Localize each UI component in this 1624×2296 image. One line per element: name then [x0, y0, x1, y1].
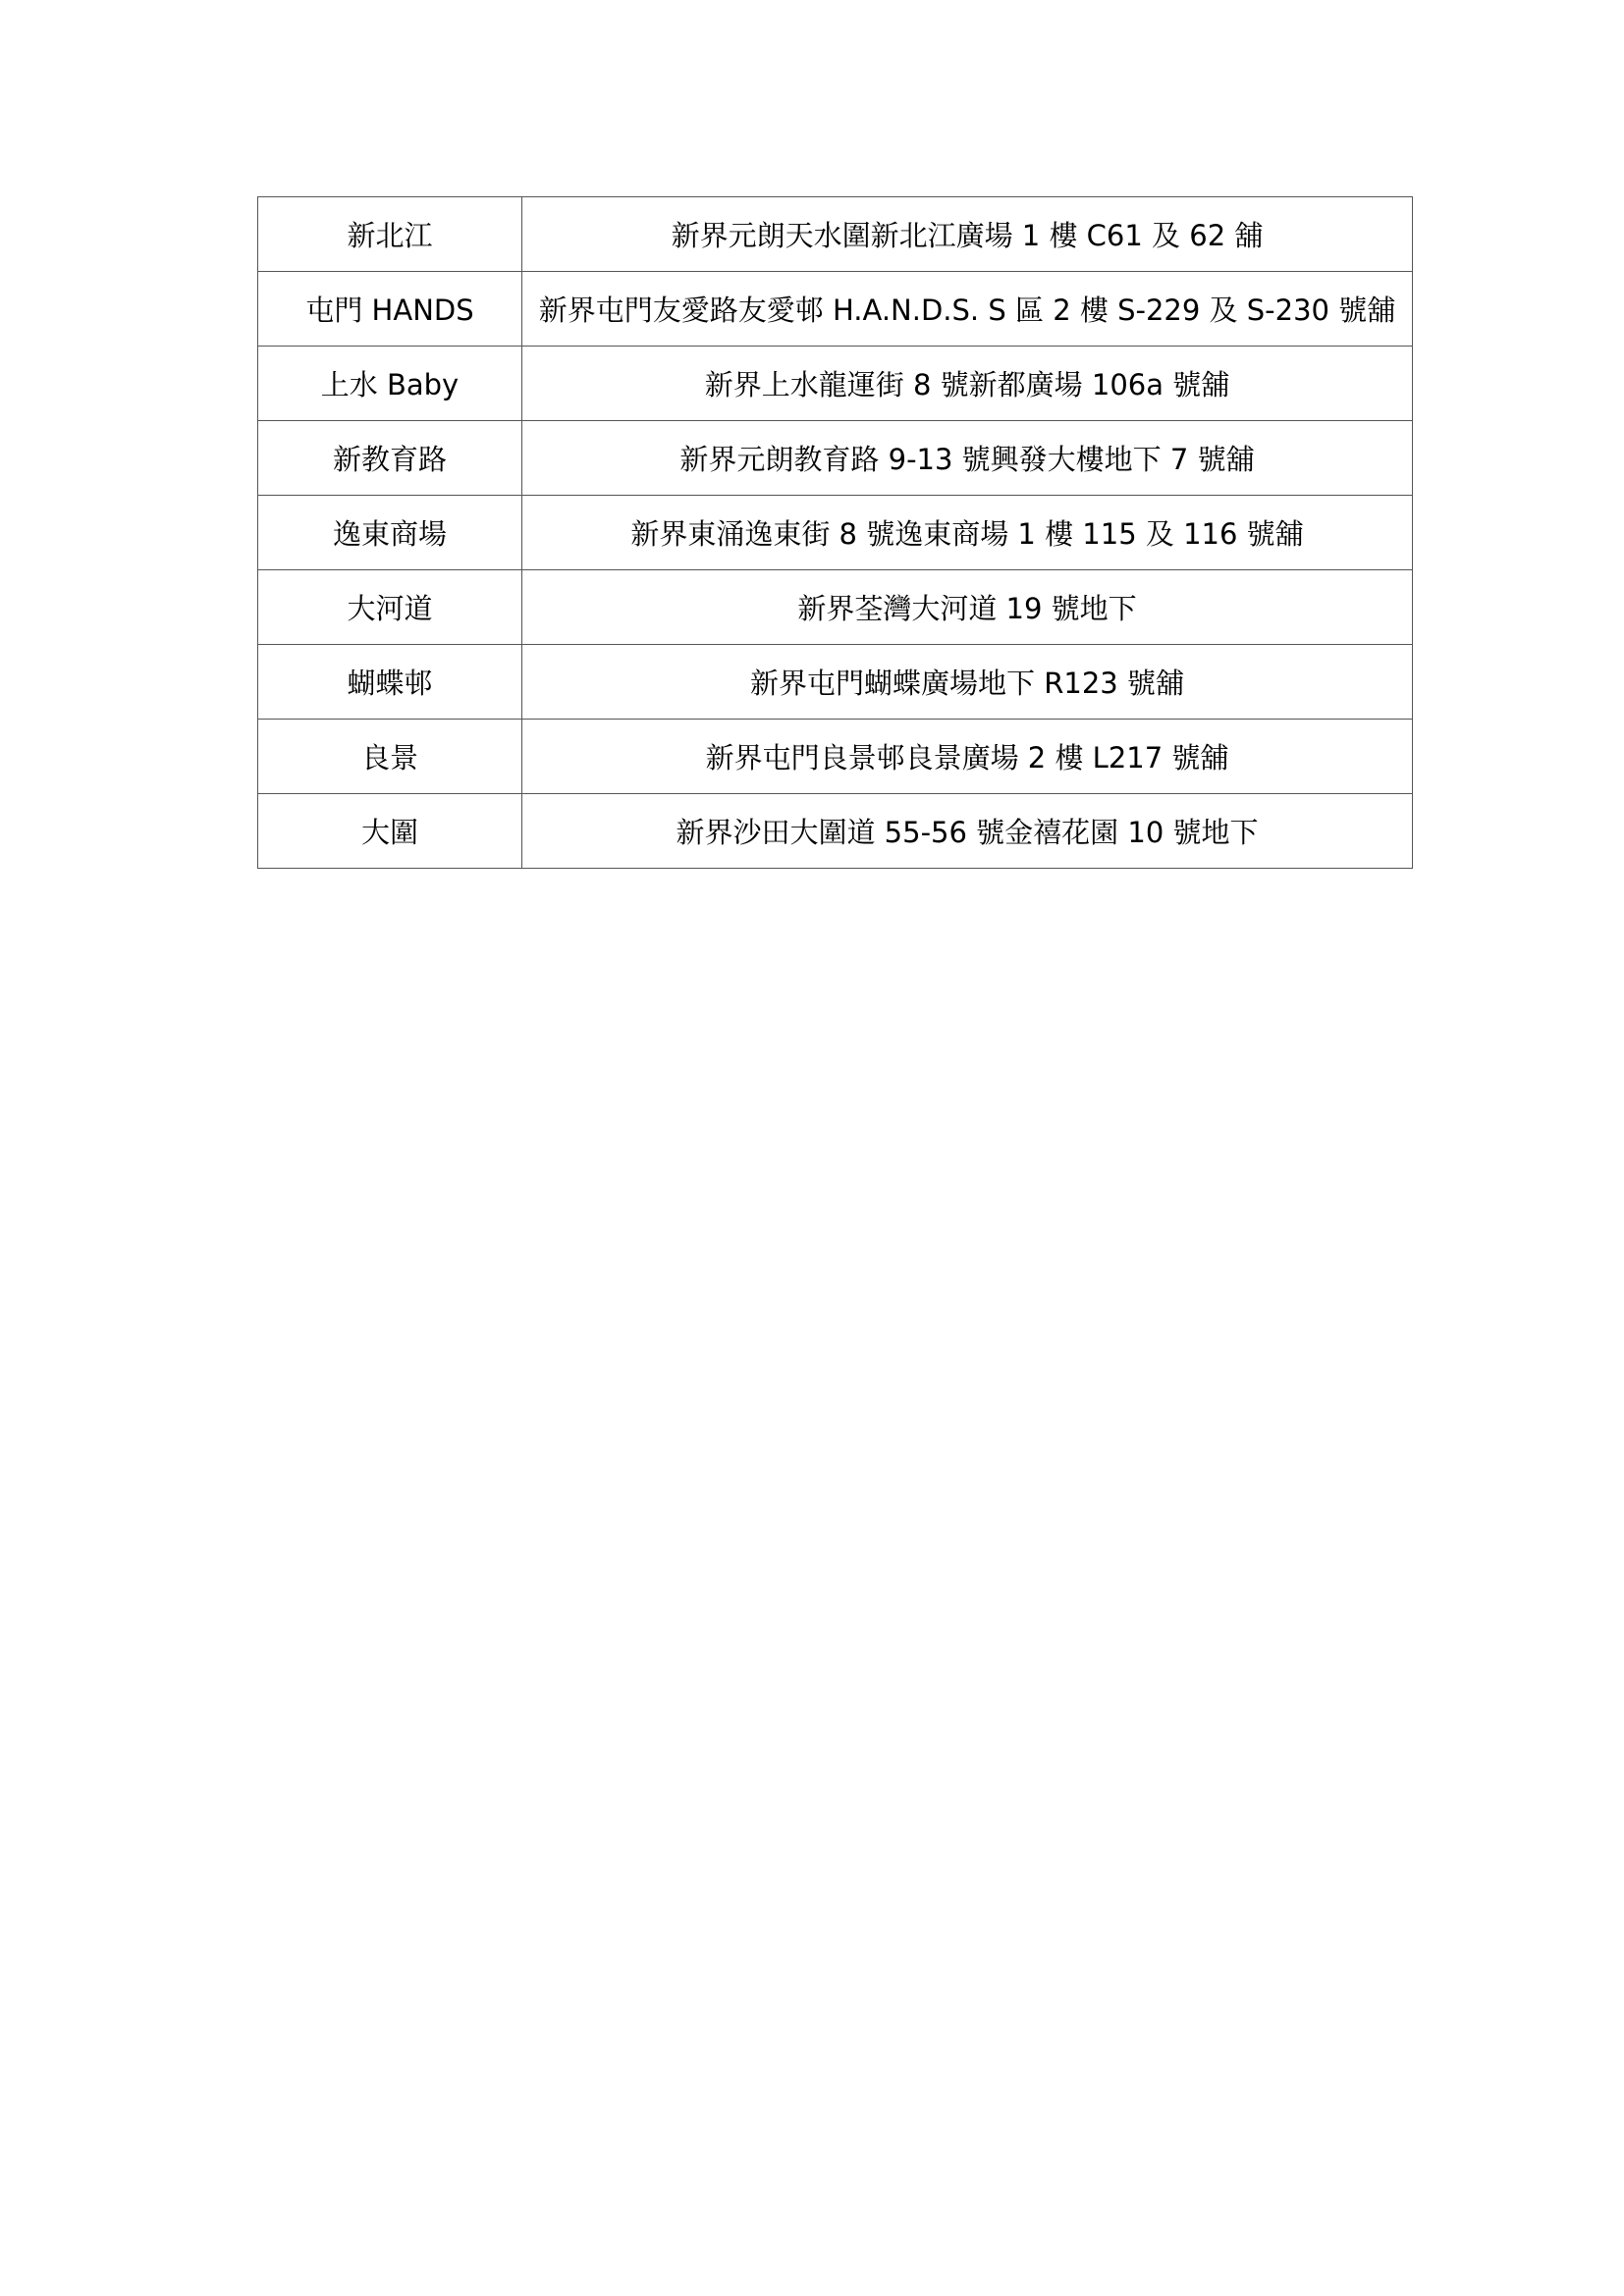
store-name-cell: 大河道 — [258, 570, 522, 645]
table-row — [258, 347, 1413, 421]
store-address-cell: 新界荃灣大河道 19 號地下 — [522, 570, 1413, 645]
store-address-cell: 新界屯門友愛路友愛邨 H.A.N.D.S. S 區 2 樓 S-229 及 S-230 號舖 — [522, 272, 1413, 347]
table-row — [258, 197, 1413, 272]
table-row — [258, 720, 1413, 794]
store-address-cell: 新界元朗天水圍新北江廣場 1 樓 C61 及 62 舖 — [522, 197, 1413, 272]
store-address-table — [257, 196, 1413, 869]
table-row — [258, 272, 1413, 347]
table-row — [258, 421, 1413, 496]
table-row — [258, 645, 1413, 720]
store-address-cell: 新界屯門良景邨良景廣場 2 樓 L217 號舖 — [522, 720, 1413, 794]
store-address-cell: 新界上水龍運街 8 號新都廣場 106a 號舖 — [522, 347, 1413, 421]
store-name-cell: 上水 Baby — [258, 347, 522, 421]
store-address-cell: 新界沙田大圍道 55-56 號金禧花園 10 號地下 — [522, 794, 1413, 869]
store-name-cell: 屯門 HANDS — [258, 272, 522, 347]
store-address-cell: 新界屯門蝴蝶廣場地下 R123 號舖 — [522, 645, 1413, 720]
store-address-cell: 新界東涌逸東街 8 號逸東商場 1 樓 115 及 116 號舖 — [522, 496, 1413, 570]
store-name-cell: 新北江 — [258, 197, 522, 272]
table-row — [258, 496, 1413, 570]
store-name-cell: 新教育路 — [258, 421, 522, 496]
store-address-cell: 新界元朗教育路 9-13 號興發大樓地下 7 號舖 — [522, 421, 1413, 496]
store-name-cell: 蝴蝶邨 — [258, 645, 522, 720]
table-row — [258, 570, 1413, 645]
store-name-cell: 大圍 — [258, 794, 522, 869]
store-table-body — [258, 197, 1413, 869]
store-name-cell: 逸東商場 — [258, 496, 522, 570]
table-row — [258, 794, 1413, 869]
store-name-cell: 良景 — [258, 720, 522, 794]
